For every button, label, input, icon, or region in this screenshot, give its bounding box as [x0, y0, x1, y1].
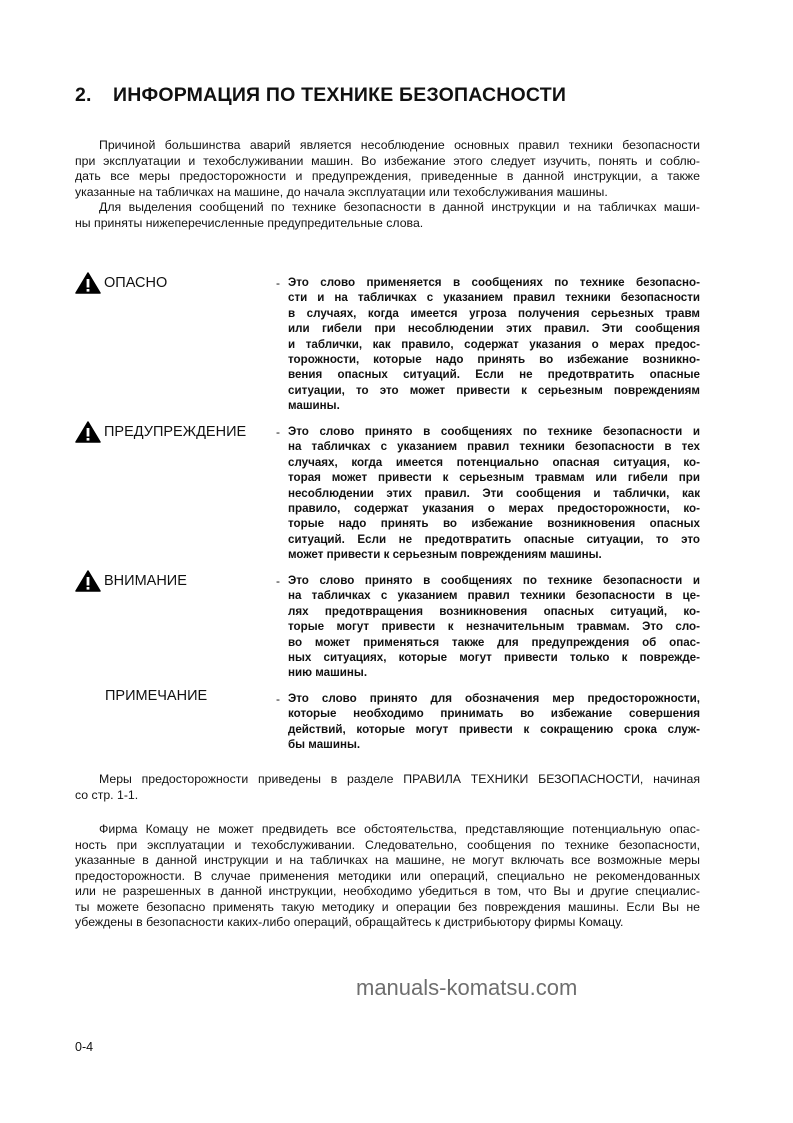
signal-word-definition: [288, 275, 700, 414]
text-line: ны приняты нижеперечисленные предупредительные слова.: [75, 215, 424, 230]
signal-word-label: [75, 421, 246, 443]
signal-word-definition: [288, 573, 700, 681]
dash-separator: -: [276, 692, 280, 706]
signal-word-label: [75, 570, 187, 592]
signal-word: ОПАСНО: [104, 275, 168, 291]
text-line: ность при эксплуатации и техобслуживании. Следовательно, сообщения по технике безопасности,: [75, 837, 700, 852]
dash-separator: -: [276, 425, 280, 439]
disclaimer-paragraph: [75, 822, 700, 931]
warning-triangle-icon: [75, 272, 101, 294]
text-line: или не разрешенных в данной инструкции, необходимо убедиться в том, что Вы и другие специалис-: [75, 884, 700, 898]
text-line: вения опасных ситуаций. Если не предотвратить опасные: [288, 368, 700, 382]
text-line: указанные на табличках на машине, до начала эксплуатации или техобслуживания машины.: [75, 184, 608, 199]
signal-word-definition: [288, 424, 700, 563]
text-line: Причиной большинства аварий является несоблюдение основных правил техники безопасности: [99, 138, 700, 152]
text-line: во может применяться также для предупреждения об опас-: [288, 635, 700, 649]
text-line: нию машины.: [288, 666, 368, 680]
text-line: дать все меры предосторожности и предупреждения, приведенные в данной инструкции, а также: [75, 169, 700, 183]
text-line: Это слово принято в сообщениях по технике безопасности и: [288, 425, 700, 438]
text-line: убеждены в безопасности каких-либо операций, обращайтесь к дистрибьютору фирмы Комацу.: [75, 915, 624, 929]
text-line: Для выделения сообщений по технике безопасности в данной инструкции и на табличках маши-: [99, 200, 700, 214]
text-line: при эксплуатации и техобслуживании машин. Во избежание этого следует изучить, понять и соблю-: [75, 153, 700, 168]
text-line: на табличках с указанием правил техники безопасности в це-: [288, 589, 700, 603]
text-line: на табличках с указанием правил техники безопасности в тех: [288, 440, 700, 454]
text-line: или гибели при несоблюдении этих правил. Эти сообщения: [288, 322, 700, 336]
text-line: со стр. 1-1.: [75, 787, 139, 802]
reference-paragraph: [75, 772, 700, 803]
text-line: ситуаций. Если не предотвратить опасные ситуации, то это: [288, 532, 700, 546]
text-line: торые надо принять во избежание возникновения опасных: [288, 517, 700, 531]
dash-separator: -: [276, 276, 280, 290]
text-line: ных ситуациях, которые могут привести только к поврежде-: [288, 650, 700, 664]
text-line: Это слово применяется в сообщениях по технике безопасно-: [288, 276, 700, 289]
dash-separator: -: [276, 574, 280, 588]
text-line: Фирма Комацу не может предвидеть все обстоятельства, представляющие потенциальную опас-: [99, 822, 700, 836]
warning-triangle-icon: [75, 421, 101, 443]
text-line: Это слово принято для обозначения мер предосторожности,: [288, 692, 700, 705]
warning-triangle-icon: [75, 570, 101, 592]
text-line: в случаях, когда имеется угроза получения серьезных травм: [288, 306, 700, 320]
text-line: машины.: [288, 399, 340, 413]
text-line: несоблюдении этих правил. Эти сообщения и таблички, как: [288, 486, 700, 500]
text-line: торая может привести к серьезным травмам или гибели при: [288, 471, 700, 485]
signal-word-definition: [288, 691, 700, 753]
text-line: Меры предосторожности приведены в разделе ПРАВИЛА ТЕХНИКИ БЕЗОПАСНОСТИ, начиная: [99, 772, 700, 786]
text-line: ты можете безопасно применять такую методику и операции без повреждения машины. Если Вы не: [75, 899, 700, 914]
text-line: которые необходимо принимать во избежание совершения: [288, 707, 700, 721]
text-line: может привести к серьезным повреждениям машины.: [288, 548, 602, 562]
signal-word: ПРЕДУПРЕЖДЕНИЕ: [104, 424, 247, 440]
text-line: лях предотвращения возникновения опасных ситуаций, ко-: [288, 604, 700, 618]
text-line: ситуации, то это может привести к серьезным повреждениям: [288, 383, 700, 397]
intro-paragraph: [75, 138, 700, 231]
signal-word: ВНИМАНИЕ: [104, 573, 187, 589]
watermark: manuals-komatsu.com: [356, 975, 578, 1000]
text-line: бы машины.: [288, 738, 361, 752]
page-number: 0-4: [75, 1040, 94, 1054]
signal-word: ПРИМЕЧАНИЕ: [105, 688, 208, 704]
text-line: торые могут привести к незначительным травмам. Это сло-: [288, 620, 700, 634]
text-line: Это слово принято в сообщениях по технике безопасности и: [288, 574, 700, 587]
text-line: предосторожности. В случае применения методики или операций, специально не рекомендованных: [75, 868, 700, 883]
section-title: [75, 84, 566, 107]
section-number: 2.: [75, 84, 92, 106]
text-line: и таблички, как правило, содержат указания о мерах предос-: [288, 337, 700, 351]
signal-word-label: [105, 688, 207, 704]
text-line: торожности, которые надо принять во избежание возникно-: [288, 352, 700, 366]
section-heading: ИНФОРМАЦИЯ ПО ТЕХНИКЕ БЕЗОПАСНОСТИ: [113, 84, 567, 106]
text-line: правило, содержат указания о мерах предосторожности, ко-: [288, 501, 700, 515]
text-line: действий, которые могут привести к сокращению срока служ-: [288, 722, 700, 736]
text-line: указанные в данной инструкции и на табличках на машине, не могут включать все возможные меры: [75, 853, 700, 867]
signal-word-label: [75, 272, 167, 294]
text-line: случаях, когда имеется потенциально опасная ситуация, ко-: [288, 455, 700, 469]
text-line: сти и на табличках с указанием правил техники безопасности: [288, 291, 700, 305]
